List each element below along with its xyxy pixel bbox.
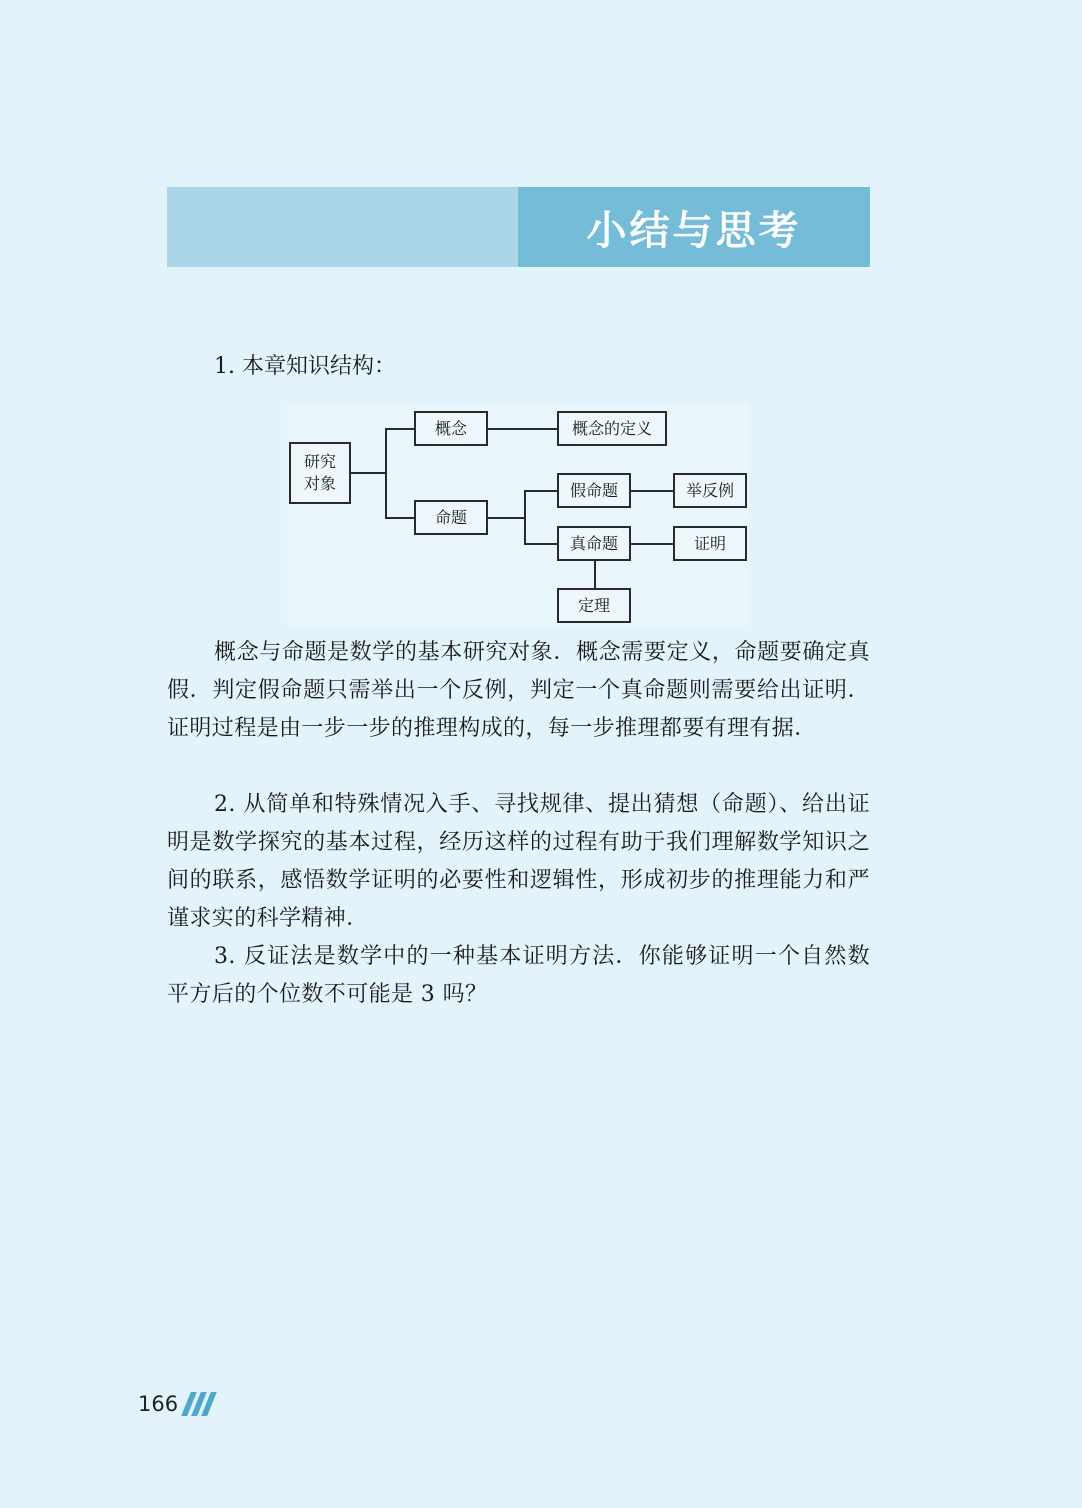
connector-line (594, 560, 596, 589)
node-proposition-label: 命题 (434, 507, 467, 527)
node-true-proposition (557, 526, 631, 561)
node-proof-label: 证明 (693, 533, 726, 553)
connector-line (630, 543, 674, 545)
node-research-object-line1: 研究 (303, 452, 336, 471)
node-false-proposition (557, 473, 631, 508)
paragraph-concept-proposition: 概念与命题是数学的基本研究对象．概念需要定义，命题要确定真假．判定假命题只需举出一个反例，判定一个真命题则需要给出证明．证明过程是由一步一步的推理构成的，每一步推理都要有理有据． (167, 640, 870, 741)
section-banner (167, 187, 870, 267)
slash-decoration-icon (182, 1392, 212, 1416)
node-concept-definition-label: 概念的定义 (571, 418, 652, 438)
node-theorem-label: 定理 (577, 595, 610, 615)
knowledge-structure-diagram (287, 404, 749, 626)
section-title: 小结与思考 (586, 207, 802, 254)
node-proposition (414, 500, 488, 535)
paragraph-item-2: 2. 从简单和特殊情况入手、寻找规律、提出猜想（命题）、给出证明是数学探究的基本过程，经历这样的过程有助于我们理解数学知识之间的联系，感悟数学证明的必要性和逻辑性，形成初步的推理能力和严谨求实的科学精神． (167, 792, 870, 931)
node-counterexample-label: 举反例 (685, 480, 734, 500)
item-1-heading: 1. 本章知识结构： (214, 354, 396, 379)
node-proof (673, 526, 747, 561)
page-number (138, 1392, 212, 1416)
node-research-object-line2: 对象 (303, 474, 336, 493)
node-true-proposition-label: 真命题 (569, 533, 618, 553)
node-theorem (557, 588, 631, 623)
node-concept-definition (557, 411, 667, 446)
node-concept-label: 概念 (434, 418, 467, 438)
node-counterexample (673, 473, 747, 508)
banner-left-band (167, 187, 518, 267)
connector-line (487, 517, 525, 519)
connector-line (524, 543, 558, 545)
node-concept (414, 411, 488, 446)
paragraph-item-3: 3. 反证法是数学中的一种基本证明方法．你能够证明一个自然数平方后的个位数不可能是 3 吗？ (167, 944, 870, 1007)
connector-line (385, 517, 415, 519)
banner-right-band (518, 187, 870, 267)
connector-line (630, 490, 674, 492)
connector-line (524, 490, 558, 492)
connector-line (524, 490, 526, 544)
connector-line (385, 428, 415, 430)
node-research-object (289, 442, 351, 504)
connector-line (487, 428, 558, 430)
connector-line (350, 472, 386, 474)
connector-line (385, 428, 387, 517)
page-number-text: 166 (138, 1392, 179, 1416)
node-false-proposition-label: 假命题 (569, 480, 618, 500)
